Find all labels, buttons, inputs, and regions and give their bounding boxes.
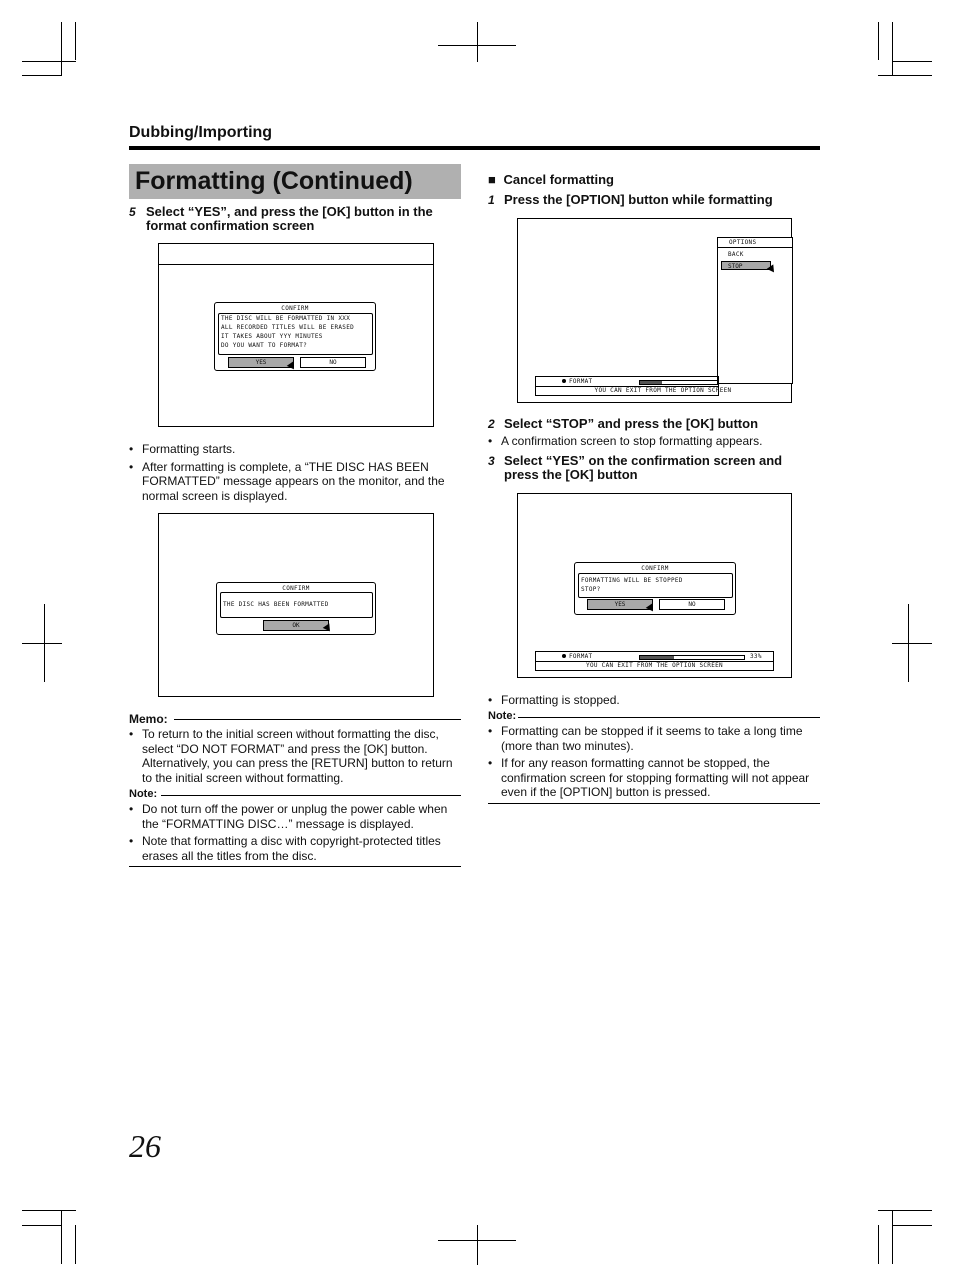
list-item: • To return to the initial screen without formatting the disc, select “DO NOT FORMAT” and press the [OK] button. Alternatively, you can press the [RETURN] button to return to the initial screen without formatting. — [129, 727, 459, 785]
no-button[interactable]: NO — [300, 357, 366, 368]
yes-button[interactable]: YES — [228, 357, 294, 368]
record-dot-icon — [562, 654, 566, 658]
dialog-message-box — [220, 592, 373, 618]
page-number: 26 — [129, 1128, 161, 1164]
list-item: • Formatting starts. — [129, 442, 454, 457]
record-dot-icon — [562, 379, 566, 383]
stop-confirm-screen — [517, 493, 792, 678]
dialog-message-box — [578, 573, 733, 598]
list-item: • Formatting can be stopped if it seems to take a long time (more than two minutes). — [488, 724, 818, 753]
step-5-text: Select “YES”, and press the [OK] button in the format confirmation screen — [146, 204, 433, 233]
no-button[interactable]: NO — [659, 599, 725, 610]
exit-hint: YOU CAN EXIT FROM THE OPTION SCREEN — [586, 662, 723, 669]
menu-item-stop[interactable]: STOP — [721, 261, 771, 270]
dialog-title: CONFIRM — [281, 305, 309, 312]
step-3-result — [488, 693, 818, 708]
options-menu — [717, 237, 793, 384]
step-2-text: Select “STOP” and press the [OK] button — [504, 416, 759, 431]
header-rule — [129, 146, 820, 150]
list-item: • A confirmation screen to stop formatting appears. — [488, 434, 818, 449]
list-item: • After formatting is complete, a “THE DISC HAS BEEN FORMATTED” message appears on the monitor, and the normal screen is displayed. — [129, 460, 454, 504]
dialog-line: IT TAKES ABOUT YYY MINUTES — [221, 333, 323, 340]
step-2-result — [488, 434, 818, 449]
menu-item-back[interactable]: BACK — [728, 251, 744, 258]
yes-button[interactable]: YES — [587, 599, 653, 610]
progress-fill — [640, 656, 674, 659]
progress-bar — [639, 380, 719, 385]
dialog-line: ALL RECORDED TITLES WILL BE ERASED — [221, 324, 355, 331]
list-item: • Note that formatting a disc with copyright-protected titles erases all the titles from the disc. — [129, 834, 459, 863]
dialog-line: DO YOU WANT TO FORMAT? — [221, 342, 308, 349]
step-1-text: Press the [OPTION] button while formatting — [504, 192, 773, 207]
dialog-title: CONFIRM — [641, 565, 669, 572]
result-bullets — [129, 442, 454, 503]
dialog-line: THE DISC WILL BE FORMATTED IN XXX — [221, 315, 351, 322]
list-item: • If for any reason formatting cannot be stopped, the confirmation screen for stopping formatting will not appear even if the [OPTION] button is pressed. — [488, 756, 818, 800]
note-label: Note: — [488, 710, 517, 722]
step-2-number: 2 — [488, 417, 495, 431]
note-label: Note: — [129, 788, 158, 800]
step-1-number: 1 — [488, 193, 495, 207]
dialog-line: FORMATTING WILL BE STOPPED — [581, 577, 683, 584]
memo-label: Memo: — [129, 712, 168, 726]
confirm-dialog — [214, 302, 376, 371]
note-list — [488, 724, 818, 800]
list-item: • Formatting is stopped. — [488, 693, 818, 708]
page-title: Formatting (Continued) — [129, 164, 461, 199]
progress-percent: 33% — [750, 653, 762, 660]
dialog-message-box — [218, 313, 373, 355]
progress-bar — [639, 655, 745, 660]
exit-hint: YOU CAN EXIT FROM THE OPTION SCREEN — [594, 387, 732, 394]
format-label: FORMAT — [569, 653, 593, 660]
dialog-line: STOP? — [581, 586, 601, 593]
section-title: Dubbing/Importing — [129, 124, 273, 141]
step-3-number: 3 — [488, 454, 495, 468]
options-screen — [517, 218, 792, 403]
dialog-title: CONFIRM — [282, 585, 310, 592]
format-label: FORMAT — [569, 378, 593, 385]
complete-dialog — [216, 582, 376, 635]
square-bullet-icon: ■ — [488, 172, 496, 187]
format-confirm-screen — [158, 243, 434, 427]
dialog-line: THE DISC HAS BEEN FORMATTED — [223, 601, 329, 608]
cancel-heading-text: Cancel formatting — [503, 172, 614, 187]
ok-button[interactable]: OK — [263, 620, 329, 631]
format-complete-screen — [158, 513, 434, 697]
list-item: • Do not turn off the power or unplug the power cable when the “FORMATTING DISC…” message is displayed. — [129, 802, 459, 831]
note-list — [129, 802, 459, 863]
cancel-heading — [488, 172, 614, 187]
memo-list — [129, 727, 459, 785]
step-5-number: 5 — [129, 205, 136, 219]
options-title: OPTIONS — [718, 238, 792, 248]
stop-dialog — [574, 562, 736, 615]
step-3-text: Select “YES” on the confirmation screen and press the [OK] button — [504, 453, 783, 482]
